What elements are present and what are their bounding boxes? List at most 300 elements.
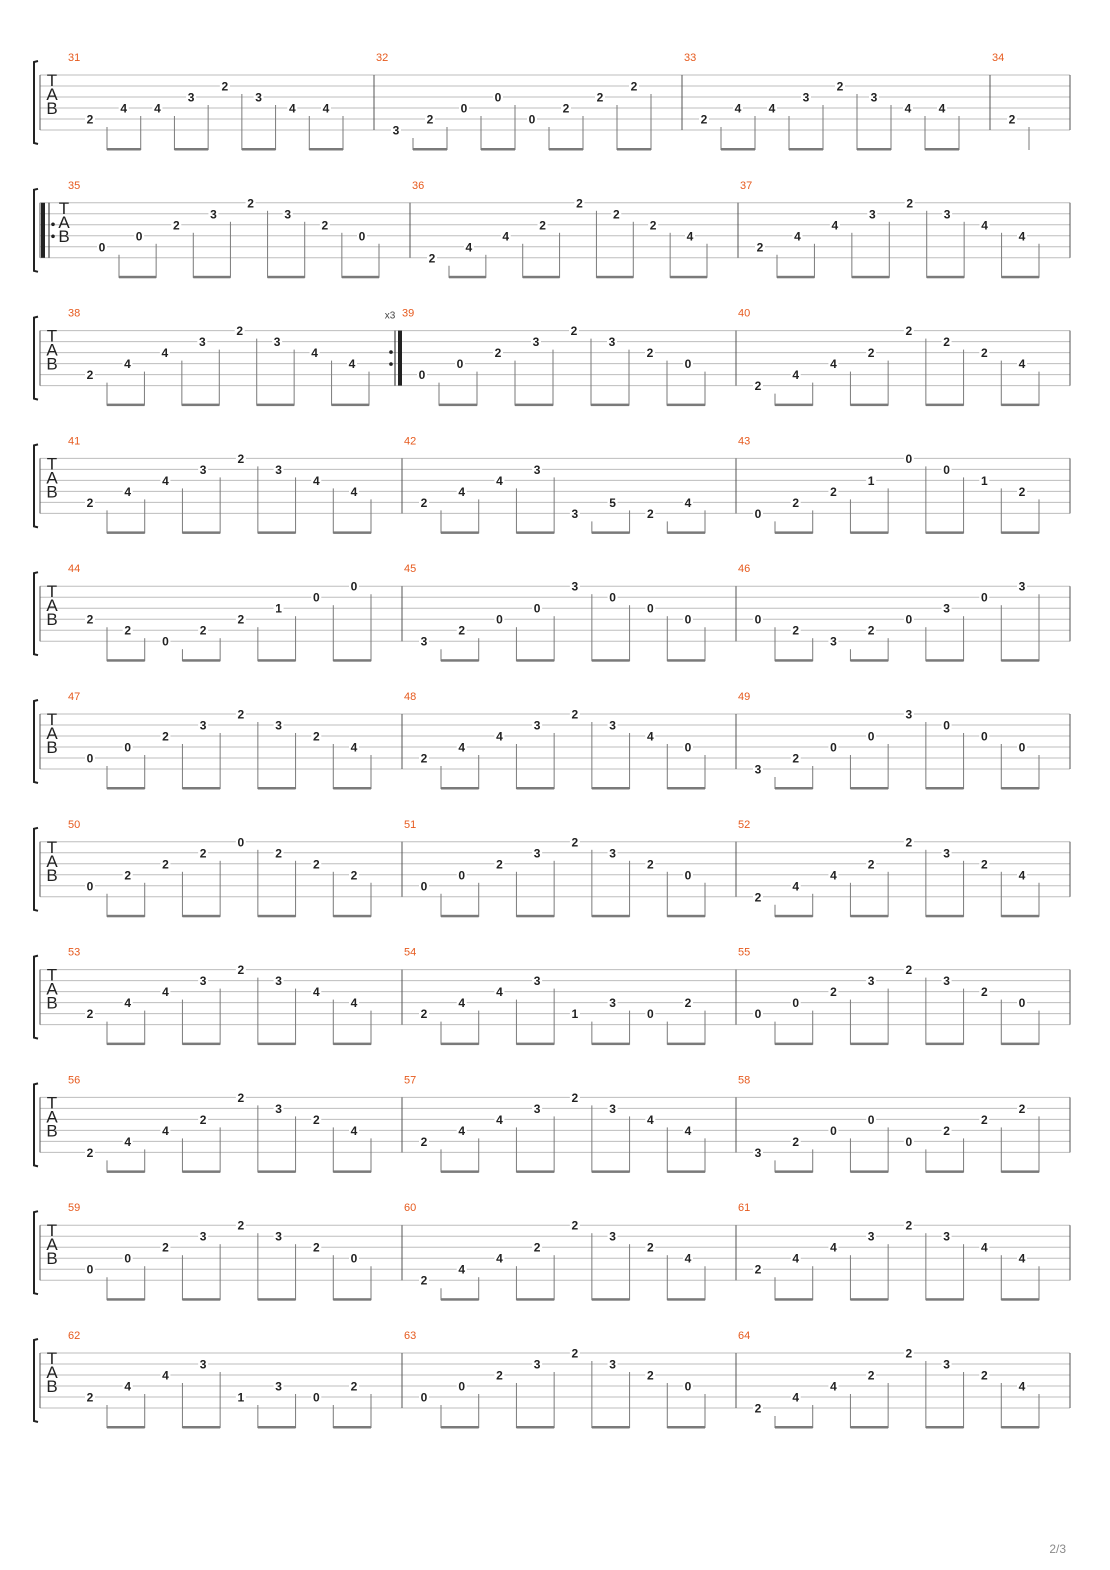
fret-number: 3 (609, 1357, 616, 1372)
fret-number: 4 (496, 985, 503, 1000)
fret-number: 2 (124, 623, 132, 638)
fret-number: 0 (86, 1262, 94, 1277)
fret-number: 2 (420, 1007, 428, 1022)
fret-number: 0 (905, 1134, 913, 1149)
fret-number: 0 (312, 590, 320, 605)
tab-system (34, 819, 1070, 918)
fret-number: 2 (792, 1134, 800, 1149)
note-beam (258, 531, 296, 534)
fret-number: 2 (754, 890, 762, 905)
fret-number: 3 (533, 718, 541, 733)
measure-number: 55 (738, 946, 751, 959)
note-beam (926, 404, 964, 407)
tab-clef-letter: T (46, 1221, 58, 1241)
fret-number: 0 (458, 1379, 466, 1394)
fret-number: 2 (980, 1112, 988, 1127)
note-beam (1001, 531, 1039, 534)
note-beam (413, 148, 447, 151)
fret-number: 0 (533, 601, 541, 616)
fret-number: 2 (172, 218, 180, 233)
note-beam (107, 1043, 145, 1046)
note-beam (441, 1043, 479, 1046)
tab-clef-letter: A (46, 1363, 58, 1382)
fret-number: 2 (630, 79, 638, 94)
fret-number: 4 (312, 473, 320, 488)
fret-number: 2 (830, 484, 837, 499)
fret-number: 4 (162, 1123, 169, 1138)
fret-number: 2 (312, 1240, 320, 1255)
fret-number: 2 (980, 985, 988, 1000)
note-beam (670, 276, 707, 279)
measure-number: 45 (404, 563, 417, 576)
measure-number: 58 (738, 1074, 751, 1087)
fret-number: 4 (1018, 1251, 1026, 1266)
note-beam (516, 1170, 554, 1173)
fret-number: 4 (124, 1379, 132, 1394)
fret-number: 3 (867, 1229, 875, 1244)
fret-number: 0 (792, 996, 800, 1011)
fret-number: 3 (199, 1357, 207, 1372)
fret-number: 2 (162, 729, 169, 744)
note-beam (667, 659, 705, 662)
fret-number: 4 (646, 1112, 654, 1127)
fret-number: 2 (571, 1090, 579, 1105)
note-beam (107, 1298, 145, 1301)
note-beam (309, 148, 343, 151)
fret-number: 0 (124, 740, 132, 755)
note-beam (926, 659, 964, 662)
note-beam (592, 659, 630, 662)
note-beam (516, 1426, 554, 1429)
fret-number: 4 (1018, 1379, 1026, 1394)
note-beam (441, 915, 479, 918)
note-beam (667, 1170, 705, 1173)
tab-clef-letter: A (46, 468, 58, 488)
fret-number: 2 (792, 751, 800, 766)
fret-number: 4 (120, 101, 128, 116)
fret-number: 5 (609, 495, 616, 510)
note-beam (850, 1426, 888, 1429)
note-beam (333, 531, 371, 534)
fret-number: 0 (420, 879, 428, 894)
tab-clef-letter: B (46, 865, 58, 885)
tab-system (34, 180, 1070, 278)
fret-number: 3 (255, 90, 262, 105)
fret-number: 3 (420, 634, 428, 649)
note-beam (850, 659, 888, 662)
note-beam (182, 1170, 220, 1173)
tab-system (34, 52, 1070, 151)
fret-number: 0 (943, 462, 950, 477)
note-beam (775, 787, 813, 790)
fret-number: 0 (905, 451, 913, 466)
fret-number: 4 (161, 346, 169, 361)
note-beam (775, 531, 813, 534)
note-beam (342, 276, 379, 279)
fret-number: 0 (867, 1112, 875, 1127)
fret-number: 2 (836, 79, 844, 94)
tab-clef-letter: T (46, 71, 58, 90)
tab-clef-letter: A (58, 212, 70, 232)
fret-number: 0 (135, 229, 143, 244)
note-beam (775, 1426, 813, 1429)
fret-number: 2 (162, 1240, 169, 1255)
fret-number: 0 (684, 612, 692, 627)
note-beam (258, 1043, 296, 1046)
fret-number: 2 (867, 623, 875, 638)
note-beam (775, 1298, 813, 1301)
fret-number: 4 (288, 101, 296, 116)
fret-number: 0 (237, 835, 245, 850)
system-bracket (34, 1339, 38, 1422)
fret-number: 4 (496, 729, 503, 744)
measure-number: 33 (684, 52, 697, 64)
fret-number: 3 (533, 462, 541, 477)
tab-clef-letter: B (46, 738, 58, 757)
fret-number: 4 (938, 101, 946, 116)
note-beam (1001, 1170, 1039, 1173)
note-beam (667, 404, 705, 407)
note-beam (926, 1170, 964, 1173)
tab-clef-letter: T (46, 454, 58, 474)
measure-number: 42 (404, 435, 417, 448)
fret-number: 2 (754, 1262, 762, 1277)
fret-number: 2 (237, 707, 245, 722)
fret-number: 3 (533, 846, 541, 861)
fret-number: 2 (596, 90, 604, 105)
fret-number: 3 (870, 90, 878, 105)
note-beam (333, 659, 371, 662)
fret-number: 2 (906, 196, 914, 211)
fret-number: 2 (237, 1090, 245, 1105)
fret-number: 2 (199, 1112, 207, 1127)
fret-number: 1 (980, 473, 988, 488)
fret-number: 2 (312, 729, 320, 744)
fret-number: 2 (86, 368, 94, 383)
fret-number: 4 (830, 1240, 837, 1255)
fret-number: 3 (867, 974, 875, 989)
fret-number: 4 (465, 240, 473, 255)
fret-number: 2 (420, 751, 428, 766)
fret-number: 2 (458, 623, 466, 638)
fret-number: 4 (458, 1262, 466, 1277)
fret-number: 4 (502, 229, 510, 244)
fret-number: 2 (199, 846, 207, 861)
fret-number: 2 (199, 623, 207, 638)
note-beam (182, 531, 220, 534)
fret-number: 4 (904, 101, 912, 116)
measure-number: 56 (68, 1074, 81, 1087)
fret-number: 4 (792, 879, 800, 894)
note-beam (333, 1170, 371, 1173)
measure-number: 41 (68, 435, 81, 448)
fret-number: 4 (1018, 229, 1026, 244)
fret-number: 2 (646, 1240, 654, 1255)
fret-number: 2 (350, 1379, 358, 1394)
fret-number: 0 (980, 590, 988, 605)
fret-number: 2 (496, 857, 503, 872)
tab-clef-letter: A (46, 979, 58, 999)
fret-number: 3 (609, 1229, 616, 1244)
tab-system (34, 691, 1070, 790)
note-beam (775, 404, 813, 407)
fret-number: 4 (684, 495, 692, 510)
note-beam (516, 1298, 554, 1301)
fret-number: 0 (86, 879, 94, 894)
fret-number: 2 (943, 1123, 950, 1138)
tab-clef-letter: A (46, 85, 58, 104)
fret-number: 2 (533, 1240, 541, 1255)
fret-number: 4 (830, 868, 837, 883)
measure-number: 47 (68, 691, 81, 703)
measure-number: 51 (404, 818, 417, 831)
measure-number: 36 (412, 179, 425, 192)
fret-number: 4 (792, 1390, 800, 1405)
fret-number: 2 (86, 1390, 94, 1405)
repeat-dot (389, 350, 393, 354)
measure-number: 50 (68, 818, 81, 831)
note-beam (1001, 659, 1039, 662)
fret-number: 2 (494, 346, 502, 361)
note-beam (439, 404, 477, 407)
tab-clef-letter: B (46, 482, 58, 502)
fret-number: 3 (199, 974, 207, 989)
fret-number: 2 (867, 1368, 875, 1383)
note-beam (926, 1043, 964, 1046)
fret-number: 3 (273, 335, 281, 350)
note-beam (927, 276, 964, 279)
fret-number: 2 (646, 506, 654, 521)
fret-number: 4 (124, 484, 132, 499)
fret-number: 2 (312, 1112, 320, 1127)
fret-number: 3 (198, 335, 206, 350)
measure-number: 44 (68, 563, 81, 576)
system-bracket (34, 700, 38, 783)
fret-number: 3 (943, 1357, 950, 1372)
fret-number: 2 (571, 1218, 579, 1233)
note-beam (1001, 787, 1039, 790)
fret-number: 2 (570, 324, 578, 339)
note-beam (174, 148, 208, 151)
fret-number: 0 (162, 634, 169, 649)
fret-number: 0 (496, 612, 503, 627)
note-beam (258, 1170, 296, 1173)
fret-number: 0 (1018, 996, 1026, 1011)
fret-number: 0 (124, 1251, 132, 1266)
fret-number: 2 (571, 1346, 579, 1361)
fret-number: 2 (420, 1134, 428, 1149)
fret-number: 0 (609, 590, 616, 605)
note-beam (107, 787, 145, 790)
note-beam (596, 276, 633, 279)
fret-number: 1 (237, 1390, 245, 1405)
note-beam (523, 276, 560, 279)
tab-system (34, 563, 1070, 662)
fret-number: 0 (86, 751, 94, 766)
note-beam (193, 276, 230, 279)
fret-number: 0 (456, 357, 464, 372)
tab-system (34, 947, 1070, 1046)
note-beam (257, 404, 294, 407)
fret-number: 2 (830, 985, 837, 1000)
measure-number: 49 (738, 691, 751, 703)
note-beam (1001, 1426, 1039, 1429)
note-beam (850, 1298, 888, 1301)
fret-number: 0 (754, 1007, 762, 1022)
note-beam (242, 148, 276, 151)
note-beam (850, 404, 888, 407)
fret-number: 4 (162, 985, 169, 1000)
tab-clef-letter: A (46, 1107, 58, 1127)
fret-number: 3 (210, 207, 217, 222)
fret-number: 4 (350, 740, 358, 755)
note-beam (926, 787, 964, 790)
fret-number: 4 (311, 346, 318, 361)
fret-number: 0 (867, 729, 875, 744)
fret-number: 0 (350, 579, 358, 594)
tab-clef-letter: A (46, 1235, 58, 1255)
fret-number: 2 (420, 495, 428, 510)
note-beam (789, 148, 823, 151)
note-beam (182, 1298, 220, 1301)
tab-clef-letter: B (46, 1249, 58, 1269)
fret-number: 2 (221, 79, 229, 94)
fret-number: 4 (792, 368, 800, 383)
fret-number: 0 (358, 229, 366, 244)
fret-number: 4 (980, 1240, 988, 1255)
system-bracket (34, 189, 38, 272)
measure-number: 48 (404, 691, 417, 703)
note-beam (926, 531, 964, 534)
fret-number: 2 (162, 857, 169, 872)
measure-number: 52 (738, 818, 751, 831)
repeat-end-thick-bar (398, 331, 402, 386)
fret-number: 4 (124, 357, 131, 372)
note-beam (925, 148, 959, 151)
fret-number: 4 (496, 1112, 503, 1127)
note-beam (617, 148, 651, 151)
note-beam (1001, 1043, 1039, 1046)
fret-number: 2 (1018, 1101, 1026, 1116)
measure-number: 60 (404, 1202, 417, 1215)
fret-number: 2 (980, 1368, 988, 1383)
fret-number: 2 (247, 196, 254, 211)
fret-number: 2 (321, 218, 329, 233)
system-bracket (34, 1211, 38, 1294)
fret-number: 4 (830, 357, 837, 372)
fret-number: 3 (275, 1379, 282, 1394)
fret-number: 0 (830, 740, 837, 755)
fret-number: 2 (86, 612, 94, 627)
fret-number: 3 (533, 974, 541, 989)
fret-number: 2 (426, 112, 434, 127)
note-beam (667, 531, 705, 534)
tab-clef-letter: T (46, 965, 58, 985)
fret-number: 1 (275, 601, 282, 616)
measure-number: 43 (738, 435, 751, 448)
fret-number: 3 (532, 335, 540, 350)
tab-clef-letter: A (46, 340, 58, 360)
system-bracket (34, 317, 38, 400)
fret-number: 1 (867, 473, 875, 488)
note-beam (332, 404, 369, 407)
fret-number: 3 (609, 846, 616, 861)
fret-number: 2 (867, 857, 875, 872)
fret-number: 2 (905, 963, 913, 978)
note-beam (333, 1298, 371, 1301)
fret-number: 2 (571, 835, 579, 850)
note-beam (667, 1426, 705, 1429)
fret-number: 2 (496, 1368, 503, 1383)
note-beam (850, 1043, 888, 1046)
note-beam (182, 1426, 220, 1429)
system-bracket (34, 61, 38, 144)
note-beam (775, 915, 813, 918)
note-beam (107, 148, 141, 151)
fret-number: 4 (1018, 868, 1026, 883)
measure-number: 31 (68, 52, 81, 64)
fret-number: 3 (754, 762, 762, 777)
fret-number: 2 (646, 346, 654, 361)
note-beam (516, 659, 554, 662)
system-bracket (34, 956, 38, 1039)
fret-number: 0 (350, 1251, 358, 1266)
measure-number: 57 (404, 1074, 417, 1087)
fret-number: 2 (792, 623, 800, 638)
note-beam (850, 1170, 888, 1173)
page-number: 2/3 (1049, 1542, 1066, 1556)
tab-clef-letter: B (46, 1377, 58, 1396)
fret-number: 3 (802, 90, 810, 105)
note-beam (182, 915, 220, 918)
note-beam (592, 1170, 630, 1173)
note-beam (107, 659, 145, 662)
note-beam (1001, 404, 1039, 407)
fret-number: 3 (905, 707, 913, 722)
tab-clef-letter: A (46, 851, 58, 871)
fret-number: 4 (684, 1123, 692, 1138)
fret-number: 2 (792, 495, 800, 510)
fret-number: 2 (980, 346, 988, 361)
fret-number: 3 (275, 1229, 282, 1244)
fret-number: 2 (943, 335, 950, 350)
fret-number: 0 (684, 868, 692, 883)
fret-number: 3 (187, 90, 195, 105)
note-beam (516, 1043, 554, 1046)
note-beam (850, 915, 888, 918)
tab-system (34, 308, 1070, 407)
fret-number: 0 (684, 1379, 692, 1394)
fret-number: 3 (943, 207, 951, 222)
tab-clef-letter: T (46, 1349, 58, 1368)
measure-number: 39 (402, 307, 415, 320)
fret-number: 3 (609, 996, 616, 1011)
fret-number: 3 (275, 462, 282, 477)
note-beam (592, 787, 630, 790)
system-bracket (34, 828, 38, 911)
fret-number: 1 (571, 1007, 579, 1022)
fret-number: 2 (980, 857, 988, 872)
measure-number: 61 (738, 1202, 751, 1215)
fret-number: 2 (905, 324, 913, 339)
note-beam (107, 915, 145, 918)
fret-number: 2 (539, 218, 546, 233)
measure-number: 53 (68, 946, 81, 959)
fret-number: 0 (943, 718, 950, 733)
fret-number: 0 (420, 1390, 428, 1405)
tab-clef-letter: B (46, 354, 58, 374)
fret-number: 3 (943, 974, 950, 989)
